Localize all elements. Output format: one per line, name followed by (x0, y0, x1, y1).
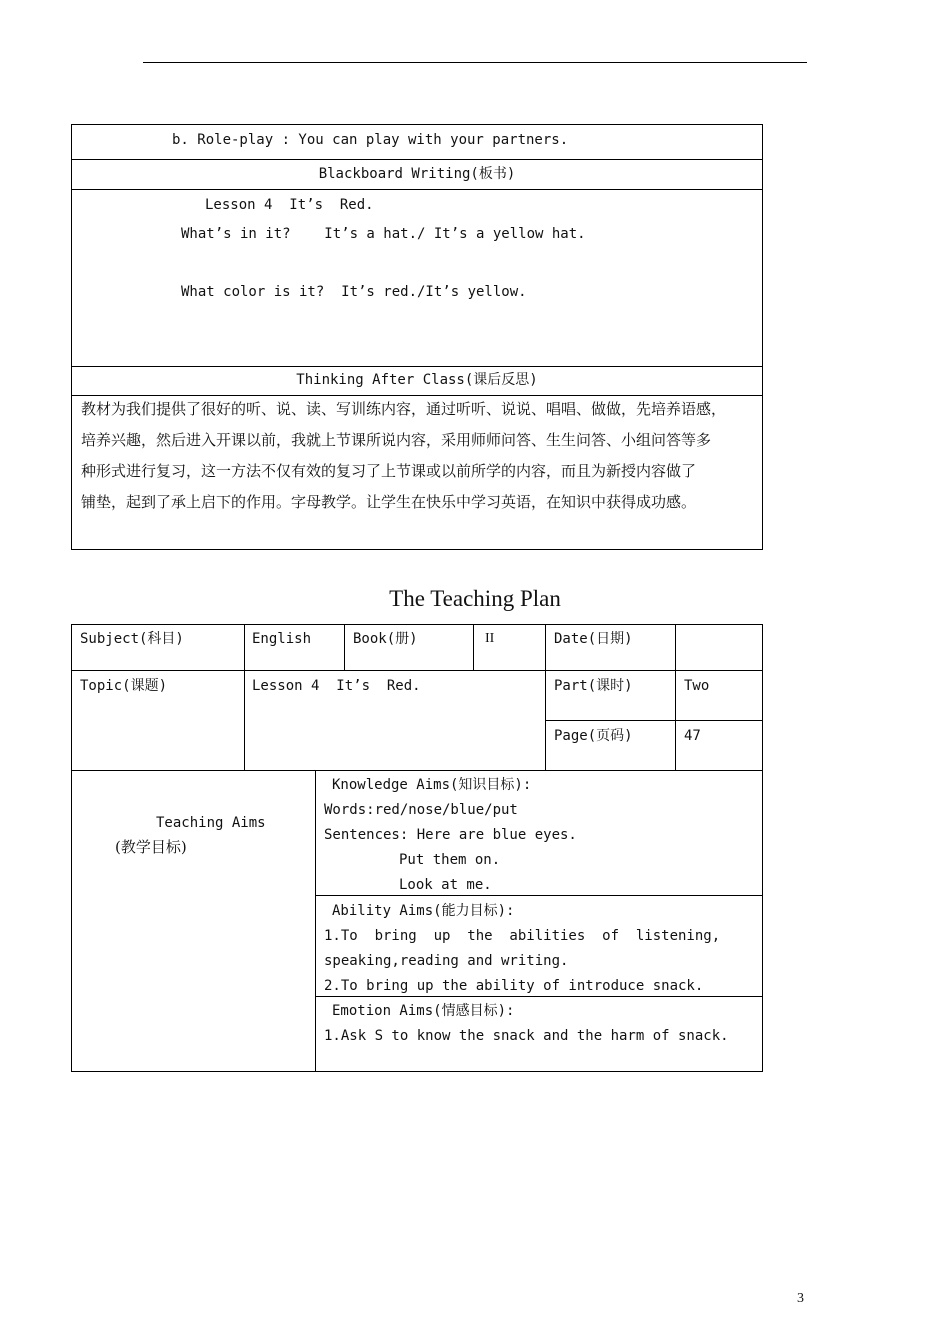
page-number: 3 (797, 1291, 804, 1306)
header-rule (143, 62, 807, 63)
ability-line: 2.To bring up the ability of introduce snack. (324, 978, 704, 994)
book-value: II (485, 631, 495, 646)
col-divider (244, 624, 245, 771)
page-title: The Teaching Plan (389, 586, 561, 611)
knowledge-line: Put them on. (399, 852, 501, 868)
knowledge-aims-header: Knowledge Aims(知识目标): (332, 777, 532, 793)
col-divider (545, 624, 546, 771)
row-divider (71, 670, 763, 671)
row-divider (71, 189, 763, 190)
ability-aims-header: Ability Aims(能力目标): (332, 903, 515, 919)
page-label: Page(页码) (554, 728, 633, 744)
col-divider (473, 624, 474, 671)
reflection-line: 种形式进行复习，这一方法不仅有效的复习了上节课或以前所学的内容，而且为新授内容做了 (81, 462, 697, 480)
row-divider (71, 159, 763, 160)
knowledge-line: Look at me. (399, 877, 492, 893)
reflection-line: 培养兴趣，然后进入开课以前，我就上节课所说内容，采用师师问答、生生问答、小组问答等多 (81, 431, 712, 449)
knowledge-line: Words:red/nose/blue/put (324, 802, 518, 818)
role-play-text: b. Role-play : You can play with your partners. (172, 132, 569, 148)
row-divider (71, 366, 763, 367)
book-label: Book(册) (353, 631, 418, 647)
blackboard-line: Lesson 4 It’s Red. (205, 197, 374, 213)
row-divider (315, 895, 763, 896)
reflection-line: 铺垫，起到了承上启下的作用。字母教学。让学生在快乐中学习英语，在知识中获得成功感。 (81, 493, 697, 511)
thinking-header: Thinking After Class(课后反思) (296, 372, 538, 388)
page-value: 47 (684, 728, 701, 744)
col-divider (315, 770, 316, 1072)
col-divider (675, 624, 676, 771)
reflection-line: 教材为我们提供了很好的听、说、读、写训练内容，通过听听、说说、唱唱、做做，先培养语感， (81, 400, 727, 418)
blackboard-line: What color is it? It’s red./It’s yellow. (181, 284, 527, 300)
ability-line: 1.To bring up the abilities of listening, (324, 928, 721, 944)
col-divider (344, 624, 345, 671)
row-divider (71, 770, 763, 771)
row-divider (545, 720, 763, 721)
teaching-aims-label: Teaching Aims (156, 815, 266, 831)
row-divider (315, 996, 763, 997)
ability-line: speaking,reading and writing. (324, 953, 569, 969)
blackboard-line: What’s in it? It’s a hat./ It’s a yellow hat. (181, 226, 586, 242)
date-label: Date(日期) (554, 631, 633, 647)
subject-label: Subject(科目) (80, 631, 184, 647)
blackboard-header: Blackboard Writing(板书) (318, 166, 516, 182)
teaching-aims-label-zh: (教学目标) (115, 838, 187, 856)
part-label: Part(课时) (554, 678, 633, 694)
topic-value: Lesson 4 It’s Red. (252, 678, 421, 694)
emotion-line: 1.Ask S to know the snack and the harm of snack. (324, 1028, 729, 1044)
emotion-aims-header: Emotion Aims(情感目标): (332, 1003, 515, 1019)
subject-value: English (252, 631, 312, 647)
topic-label: Topic(课题) (80, 678, 168, 694)
part-value: Two (684, 678, 710, 694)
knowledge-line: Sentences: Here are blue eyes. (324, 827, 577, 843)
